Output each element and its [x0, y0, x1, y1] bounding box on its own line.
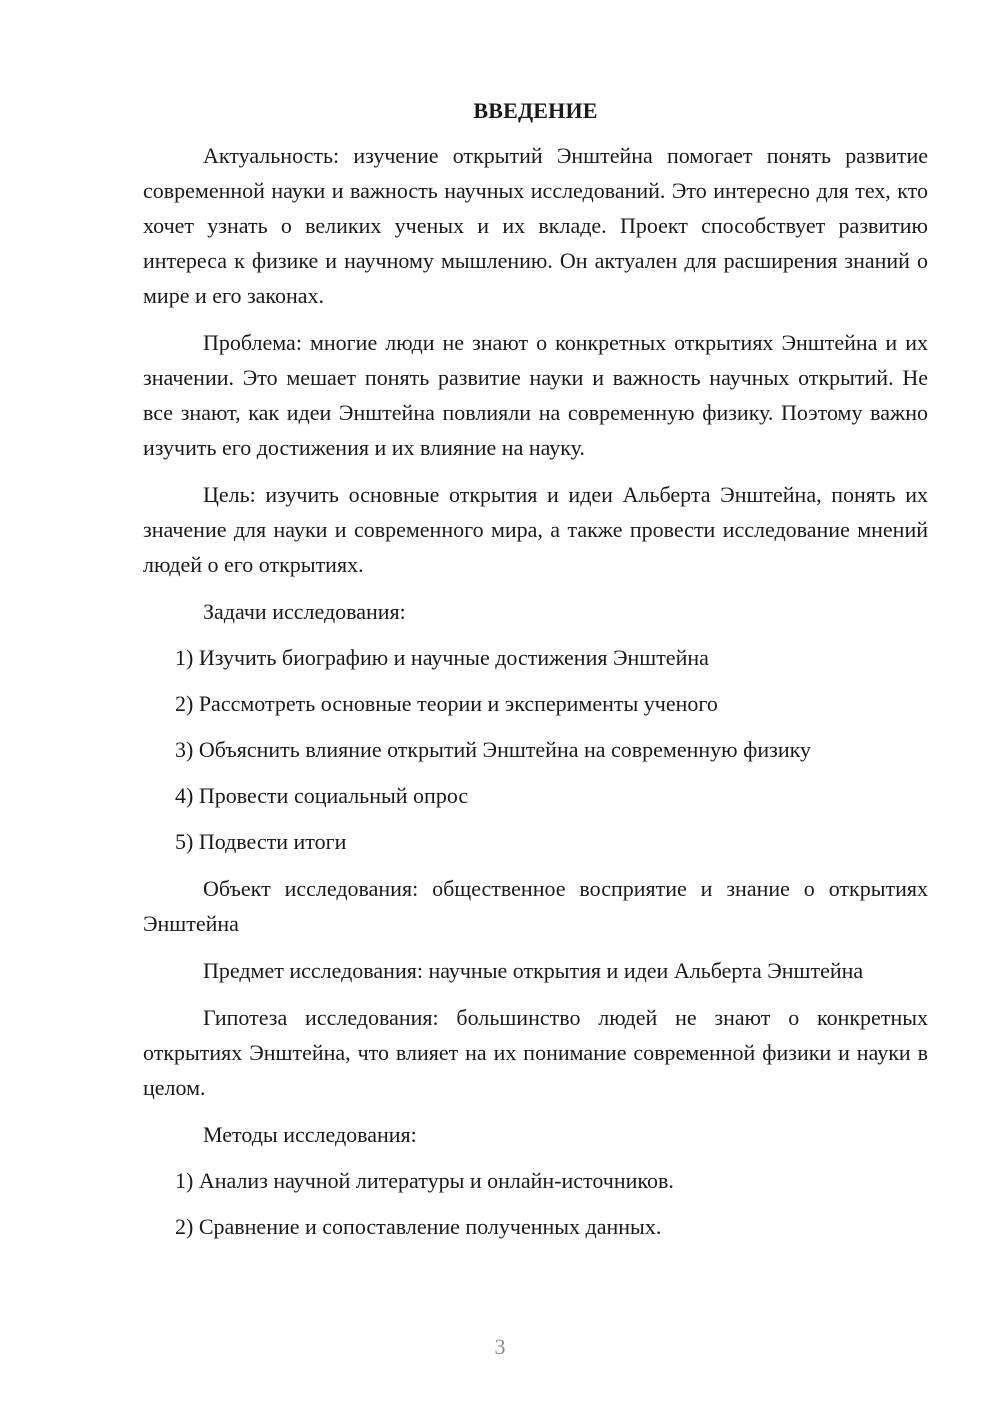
tasks-list: [143, 640, 928, 859]
object-paragraph: Объект исследования: общественное восприятие и знание о открытиях Энштейна: [143, 876, 928, 936]
subject-paragraph: Предмет исследования: научные открытия и идеи Альберта Энштейна: [203, 958, 864, 983]
method-item: 2) Сравнение и сопоставление полученных данных.: [175, 1214, 662, 1239]
task-item: 2) Рассмотреть основные теории и эксперименты ученого: [175, 691, 718, 716]
problem-paragraph: Проблема: многие люди не знают о конкретных открытиях Энштейна и их значении. Это мешает понять развитие науки и важность научных открытий. Не все знают, как идеи Энштейна повлияли на современную физику. Поэтому важно изучить его достижения и их влияние на науку.: [143, 330, 928, 460]
goal-paragraph: Цель: изучить основные открытия и идеи Альберта Энштейна, понять их значение для науки и современного мира, а также провести исследование мнений людей о его открытиях.: [143, 482, 928, 577]
method-item: 1) Анализ научной литературы и онлайн-источников.: [175, 1168, 674, 1193]
tasks-heading: Задачи исследования:: [203, 599, 406, 624]
task-item: 1) Изучить биографию и научные достижения Энштейна: [175, 645, 709, 670]
task-item: 3) Объяснить влияние открытий Энштейна на современную физику: [175, 737, 811, 762]
page-content: [143, 96, 928, 1244]
task-item: 5) Подвести итоги: [175, 829, 347, 854]
task-item: 4) Провести социальный опрос: [175, 783, 469, 808]
section-title: ВВЕДЕНИЕ: [473, 98, 598, 123]
page-number: 3: [494, 1334, 506, 1359]
methods-list: [143, 1163, 928, 1244]
methods-heading: Методы исследования:: [203, 1122, 417, 1147]
hypothesis-paragraph: Гипотеза исследования: большинство людей не знают о конкретных открытиях Энштейна, что влияет на их понимание современной физики и науки в целом.: [143, 1005, 928, 1100]
relevance-paragraph: Актуальность: изучение открытий Энштейна помогает понять развитие современной науки и важность научных исследований. Это интересно для тех, кто хочет узнать о великих ученых и их вкладе. Проект способствует развитию интереса к физике и научному мышлению. Он актуален для расширения знаний о мире и его законах.: [143, 143, 928, 308]
